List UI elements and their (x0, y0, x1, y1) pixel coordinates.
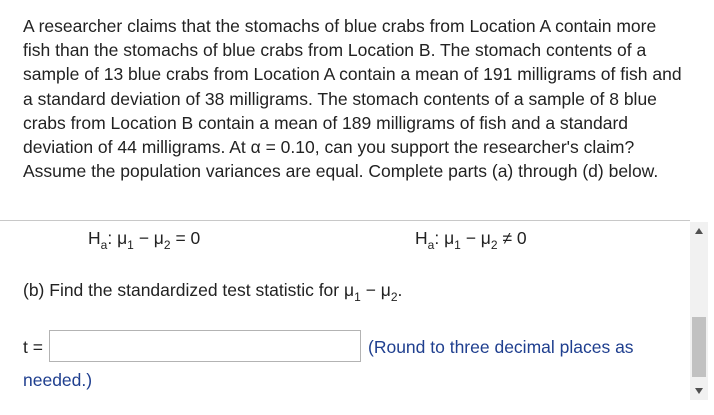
mu1-symbol: μ (343, 280, 355, 300)
mu2-symbol: μ (380, 280, 391, 300)
part-b-question (23, 280, 403, 304)
mu2-subscript: 2 (490, 238, 498, 252)
scroll-up-button[interactable] (690, 222, 708, 240)
mu1-subscript: 1 (354, 290, 361, 304)
part-b-prefix: (b) Find the standardized test statistic for (23, 280, 344, 300)
mu1-subscript: 1 (454, 238, 461, 252)
mu2-symbol: μ (153, 228, 164, 248)
scroll-down-button[interactable] (690, 382, 708, 400)
rounding-note-continued: needed.) (23, 370, 93, 390)
relation: = 0 (170, 228, 201, 248)
triangle-up-icon (694, 227, 704, 235)
part-b-suffix: . (397, 280, 403, 300)
alternative-hypothesis: $H_a$: $\mu_1 - \mu_2 \ne 0$ (415, 228, 527, 252)
minus-sign: − (133, 228, 154, 248)
h-subscript: a (100, 238, 108, 252)
t-label: t = (23, 337, 43, 357)
null-hypothesis: $H_a$: $\mu_1 - \mu_2 = 0$ (88, 228, 201, 252)
section-divider (0, 220, 690, 221)
triangle-down-icon (694, 387, 704, 395)
mu1-symbol: μ (117, 228, 128, 248)
mu1-subscript: 1 (127, 238, 134, 252)
t-answer-input[interactable] (49, 330, 361, 362)
mu2-subscript: 2 (163, 238, 171, 252)
h-subscript: a (427, 238, 435, 252)
mu2-subscript: 2 (390, 290, 398, 304)
minus-sign: − (360, 280, 381, 300)
relation: ≠ 0 (497, 228, 527, 248)
scroll-thumb[interactable] (692, 317, 706, 377)
minus-sign: − (460, 228, 481, 248)
mu1-symbol: μ (444, 228, 455, 248)
mu2-symbol: μ (480, 228, 491, 248)
rounding-note: (Round to three decimal places as (368, 337, 634, 357)
h-symbol: H (88, 228, 101, 248)
h-symbol: H (415, 228, 428, 248)
vertical-scrollbar[interactable] (690, 222, 708, 400)
problem-statement: A researcher claims that the stomachs of blue crabs from Location A contain more fish than the stomachs of blue crabs from Location B. The stomach contents of a sample of 13 blue crabs from Location A contain a mean of 191 milligrams of fish and a standard deviation of 38 milligrams. The stomach contents of a sample of 8 blue crabs from Location B contain a mean of 189 milligrams of fish and a standard deviation of 44 milligrams. At α = 0.10, can you support the researcher's claim? Assume the population variances are equal. Complete parts (a) through (d) below. (23, 16, 682, 182)
